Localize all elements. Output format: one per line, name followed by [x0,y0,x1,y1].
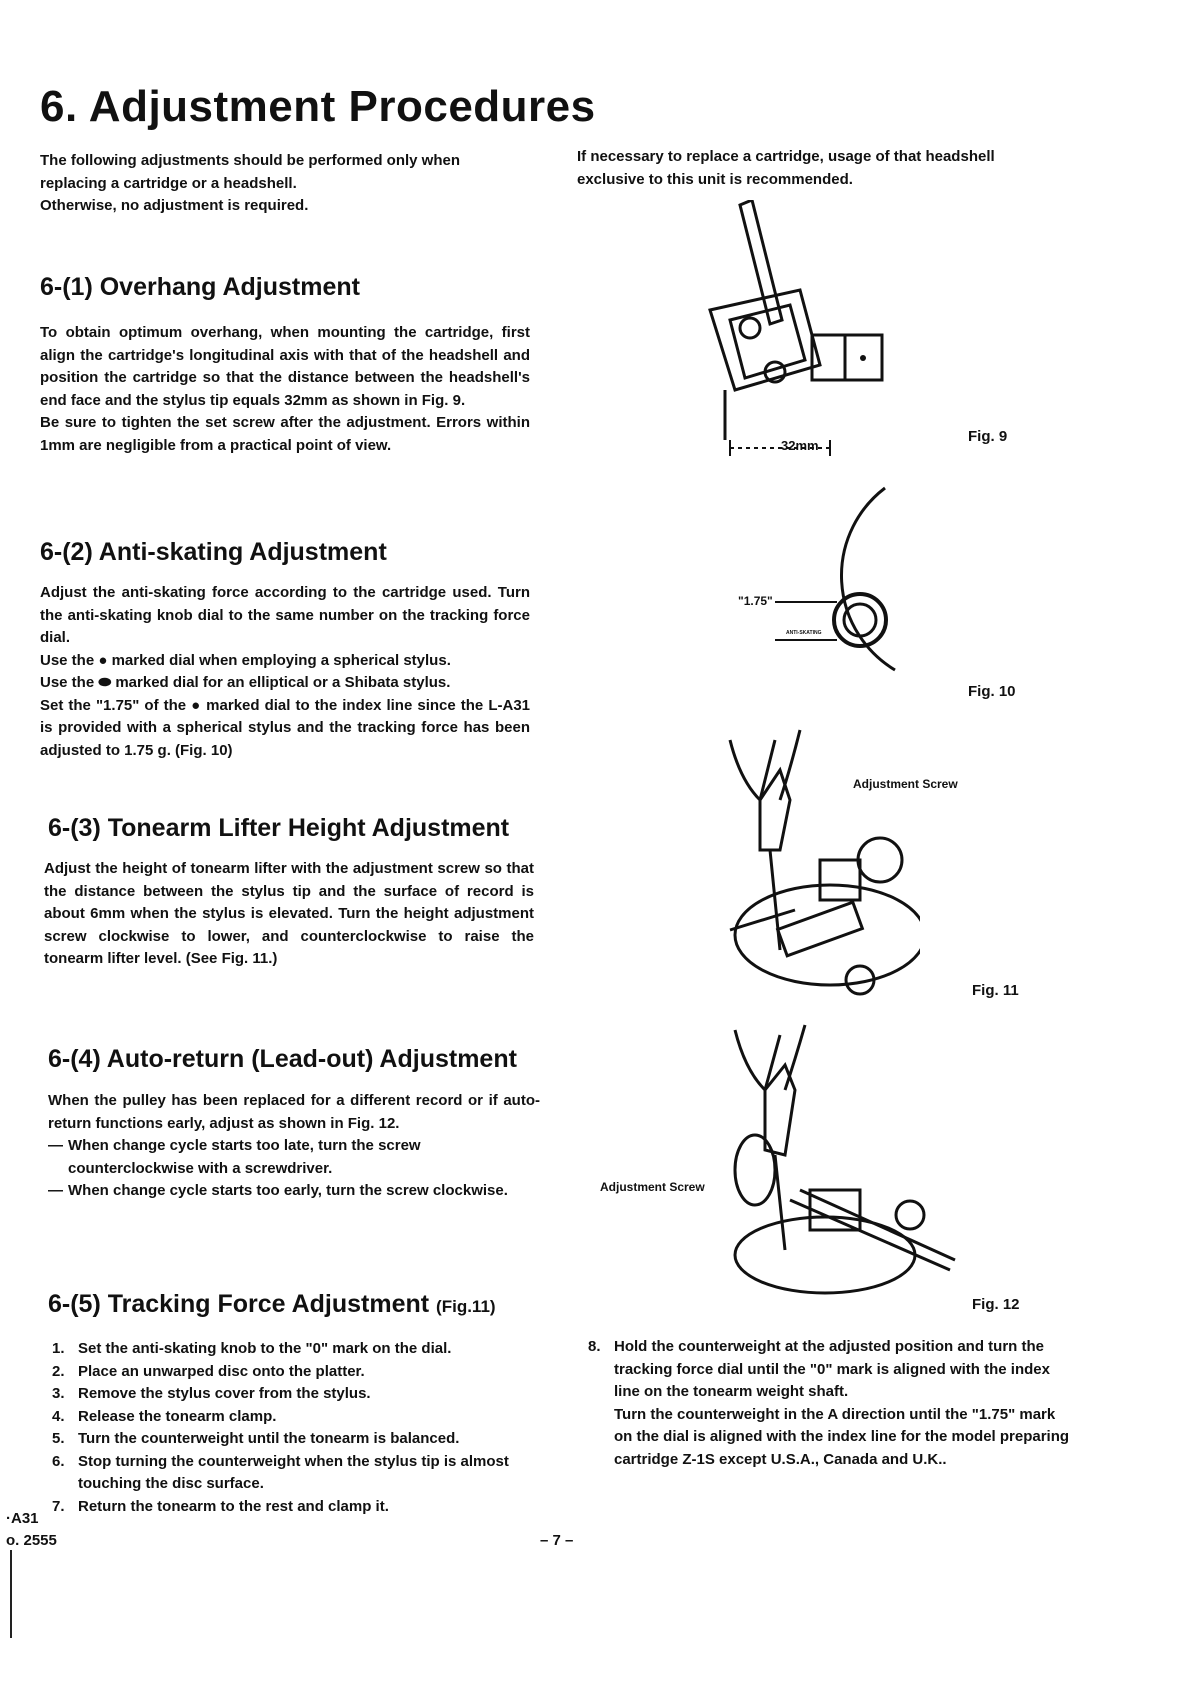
list-item: 2. Place an unwarped disc onto the platter. [52,1362,365,1380]
fig10-label: Fig. 10 [968,683,1016,700]
fig10-dial-text: ANTI-SKATING [786,630,822,636]
tracking-steps [52,1338,540,1518]
fig11-callout: Adjustment Screw [853,777,958,791]
heading-autoreturn: 6-(4) Auto-return (Lead-out) Adjustment [48,1045,517,1073]
autoreturn-text: When the pulley has been replaced for a different record or if auto-return functions early, adjust as shown in Fig. 12. [48,1092,540,1132]
fig9-dimension: 32mm [781,438,819,453]
lifter-text: Adjust the height of tonearm lifter with the adjustment screw so that the distance between the stylus tip and the surface of record is about 6mm when the stylus is elevated. Turn the height adjustment screw clockwise to lower, and counterclockwise to raise the tonearm lifter level. (See Fig. 11.) [44,860,534,967]
intro-right-note [577,146,1077,191]
dash: — [48,1182,63,1199]
intro-line: Otherwise, no adjustment is required. [40,197,309,214]
page-number: – 7 – [540,1532,574,1549]
list-item: 7. Return the tonearm to the rest and clamp it. [52,1497,389,1515]
list-item [48,1135,540,1180]
overhang-text: To obtain optimum overhang, when mounting the cartridge, first align the cartridge's longitudinal axis with that of the headshell and position the cartridge so that the distance between the headshell's end face and the stylus tip equals 32mm as shown in Fig. 9. [40,324,530,409]
heading-tracking-text: 6-(5) Tracking Force Adjustment [48,1290,430,1318]
fig12-callout: Adjustment Screw [600,1180,705,1194]
tracking-steps-list [52,1338,540,1518]
right-note-line: If necessary to replace a cartridge, usage of that headshell [577,148,995,165]
antiskating-text: Use the ● marked dial when employing a spherical stylus. [40,651,451,669]
intro-line: replacing a cartridge or a headshell. [40,174,297,192]
fig10-value-callout: "1.75" [738,594,773,608]
step-text: Hold the counterweight at the adjusted position and turn the tracking force dial until the "0" mark is aligned with the index line on the tonearm weight shaft. [614,1338,1050,1400]
list-item: 4. Release the tonearm clamp. [52,1407,277,1425]
heading-tracking [48,1290,496,1319]
fig12-autoreturn-illustration [730,1020,960,1295]
footer-model: ·A31 [6,1510,39,1527]
binding-line [10,1550,12,1638]
list-item-text: When change cycle starts too early, turn the screw clockwise. [68,1182,508,1199]
footer-code: o. 2555 [6,1532,57,1549]
heading-tracking-ref: (Fig.11) [436,1297,496,1316]
lifter-body [44,858,534,971]
fig11-lifter-illustration [720,720,920,1010]
heading-antiskating: 6-(2) Anti-skating Adjustment [40,538,387,566]
antiskating-text: Adjust the anti-skating force according to the cartridge used. Turn the anti-skating knob dial to the same number on the tracking force dial. [40,584,530,646]
dash: — [48,1137,63,1154]
intro-text [40,150,530,218]
list-item: 5. Turn the counterweight until the tonearm is balanced. [52,1430,460,1447]
list-item-text: When change cycle starts too late, turn the screw counterclockwise with a screwdriver. [68,1137,421,1177]
autoreturn-body [48,1090,540,1203]
list-item [48,1180,540,1203]
list-item: 8. Hold the counterweight at the adjusted position and turn the tracking force dial until the "0" mark is aligned with the index line on the tonearm weight shaft. Turn the counterweight in the A direction until the "1.75" mark on the dial is aligned with the index line for the model preparing cartridge Z-1S except U.S.A., Canada and U.K.. [588,1336,1072,1471]
list-item: 6. Stop turning the counterweight when the stylus tip is almost touching the disc surface. [52,1452,509,1492]
overhang-body [40,322,530,457]
step-text: Remove the stylus cover from the stylus. [78,1385,371,1402]
heading-overhang: 6-(1) Overhang Adjustment [40,273,360,301]
right-note-line: exclusive to this unit is recommended. [577,170,853,188]
fig9-headshell-illustration [690,200,950,470]
fig12-label: Fig. 12 [972,1296,1020,1313]
step-text: Stop turning the counterweight when the stylus tip is almost touching the disc surface. [78,1452,509,1492]
step-text: Release the tonearm clamp. [78,1407,277,1425]
fig10-antiskating-dial [775,480,920,680]
antiskating-body [40,582,530,762]
list-item: 1. Set the anti-skating knob to the "0" mark on the dial. [52,1340,452,1357]
fig11-label: Fig. 11 [972,982,1019,999]
fig9-label: Fig. 9 [968,428,1008,445]
tracking-step-8 [588,1336,1072,1471]
step-text: Set the anti-skating knob to the "0" mark on the dial. [78,1340,452,1357]
tracking-step-8-list [588,1336,1072,1471]
intro-line: The following adjustments should be performed only when [40,152,461,169]
step-text: Return the tonearm to the rest and clamp it. [78,1497,389,1515]
step-text: Place an unwarped disc onto the platter. [78,1362,365,1380]
list-item: 3. Remove the stylus cover from the stylus. [52,1385,371,1402]
autoreturn-list [48,1135,540,1203]
page-title: 6. Adjustment Procedures [40,82,596,131]
step-text: Turn the counterweight in the A direction until the "1.75" mark on the dial is aligned with the index line for the model preparing cartridge Z-1S except U.S.A., Canada and U.K.. [614,1405,1070,1468]
heading-lifter: 6-(3) Tonearm Lifter Height Adjustment [48,814,510,842]
antiskating-text: Use the ⬬ marked dial for an elliptical or a Shibata stylus. [40,674,451,691]
step-text: Turn the counterweight until the tonearm is balanced. [78,1430,460,1447]
overhang-text-2: Be sure to tighten the set screw after the adjustment. Errors within 1mm are negligible from a practical point of view. [40,414,530,454]
antiskating-text: Set the "1.75" of the ● marked dial to the index line since the L-A31 is provided with a spherical stylus and the tracking force has been adjusted to 1.75 g. (Fig. 10) [40,696,530,759]
